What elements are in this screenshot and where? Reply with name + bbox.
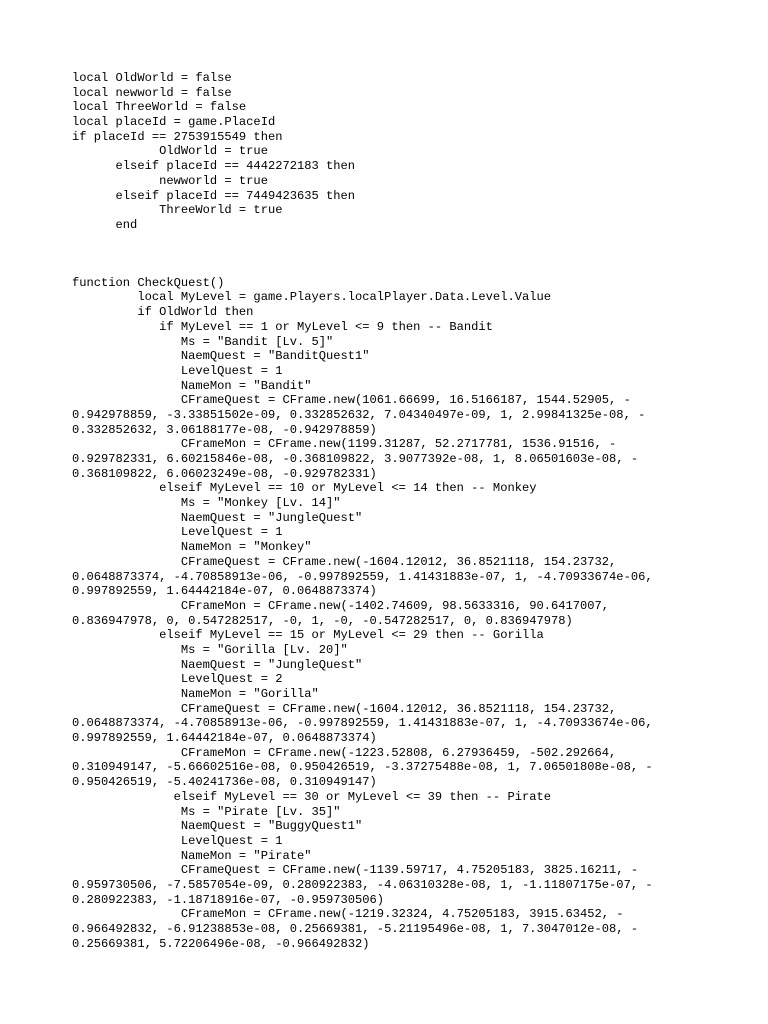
code-line: function CheckQuest() (72, 275, 225, 290)
code-line: 0.966492832, -6.91238853e-08, 0.25669381, -5.21195496e-08, 1, 7.3047012e-08, - (72, 922, 639, 936)
code-line: Ms = "Monkey [Lv. 14]" (72, 496, 341, 511)
code-line: NameMon = "Bandit" (72, 378, 312, 393)
code-line: elseif MyLevel == 10 or MyLevel <= 14 then -- Monkey (72, 481, 537, 496)
code-line: NameMon = "Gorilla" (72, 687, 319, 701)
code-line: local OldWorld = false (72, 71, 232, 85)
code-line: if OldWorld then (72, 305, 254, 320)
code-line: LevelQuest = 1 (72, 525, 283, 540)
code-line: CFrameMon = CFrame.new(-1402.74609, 98.5633316, 90.6417007, (72, 598, 610, 613)
code-line: if MyLevel == 1 or MyLevel <= 9 then -- Bandit (72, 319, 493, 334)
code-line: 0.310949147, -5.66602516e-08, 0.950426519, -3.37275488e-08, 1, 7.06501808e-08, - (72, 760, 653, 775)
code-line: local ThreeWorld = false (72, 100, 247, 115)
code-line: CFrameQuest = CFrame.new(1061.66699, 16.5166187, 1544.52905, - (72, 393, 631, 408)
code-line: if placeId == 2753915549 then (72, 129, 283, 144)
code-line: 0.0648873374, -4.70858913e-06, -0.997892559, 1.41431883e-07, 1, -4.70933674e-06, (72, 569, 653, 584)
code-line: elseif placeId == 4442272183 then (72, 159, 356, 174)
code-line: CFrameMon = CFrame.new(1199.31287, 52.2717781, 1536.91516, - (72, 437, 617, 452)
code-line: 0.332852632, 3.06188177e-08, -0.942978859) (72, 422, 377, 437)
code-line: NaemQuest = "JungleQuest" (72, 510, 363, 525)
code-line: CFrameQuest = CFrame.new(-1604.12012, 36.8521118, 154.23732, (72, 701, 617, 716)
code-line: newworld = true (72, 173, 268, 188)
code-line: NaemQuest = "BanditQuest1" (72, 349, 370, 364)
code-line: elseif placeId == 7449423635 then (72, 188, 356, 203)
code-line: NaemQuest = "JungleQuest" (72, 657, 363, 672)
code-line: 0.280922383, -1.18718916e-07, -0.959730506) (72, 892, 385, 907)
code-line: 0.942978859, -3.33851502e-09, 0.332852632, 7.04340497e-09, 1, 2.99841325e-08, - (72, 407, 646, 422)
code-line: CFrameMon = CFrame.new(-1219.32324, 4.75205183, 3915.63452, - (72, 907, 624, 922)
code-line: local MyLevel = game.Players.localPlayer.Data.Level.Value (72, 290, 551, 305)
code-line: end (72, 217, 138, 232)
code-line: 0.997892559, 1.64442184e-07, 0.0648873374) (72, 584, 377, 599)
code-line: 0.929782331, 6.60215846e-08, -0.368109822, 3.9077392e-08, 1, 8.06501603e-08, - (72, 452, 639, 466)
code-block (72, 71, 712, 951)
code-line: CFrameQuest = CFrame.new(-1139.59717, 4.75205183, 3825.16211, - (72, 863, 639, 878)
code-line: NameMon = "Monkey" (72, 540, 312, 555)
code-line: local newworld = false (72, 85, 232, 100)
code-line: CFrameQuest = CFrame.new(-1604.12012, 36.8521118, 154.23732, (72, 554, 617, 569)
code-line: LevelQuest = 1 (72, 833, 283, 848)
code-line: 0.368109822, 6.06023249e-08, -0.929782331) (72, 466, 377, 481)
code-line: 0.25669381, 5.72206496e-08, -0.966492832) (72, 936, 370, 951)
code-line: LevelQuest = 2 (72, 672, 283, 687)
code-line: CFrameMon = CFrame.new(-1223.52808, 6.27936459, -502.292664, (72, 745, 617, 760)
code-line: 0.0648873374, -4.70858913e-06, -0.997892559, 1.41431883e-07, 1, -4.70933674e-06, (72, 716, 653, 731)
blank-gap (72, 261, 712, 276)
code-line: elseif MyLevel == 30 or MyLevel <= 39 then -- Pirate (72, 789, 551, 804)
code-line: 0.836947978, 0, 0.547282517, -0, 1, -0, -0.547282517, 0, 0.836947978) (72, 613, 573, 628)
code-line: Ms = "Pirate [Lv. 35]" (72, 804, 341, 819)
code-line: LevelQuest = 1 (72, 363, 283, 378)
code-line: 0.997892559, 1.64442184e-07, 0.0648873374) (72, 731, 377, 746)
code-line: ThreeWorld = true (72, 203, 283, 218)
code-line: 0.950426519, -5.40241736e-08, 0.310949147) (72, 775, 377, 790)
code-line: local placeId = game.PlaceId (72, 115, 276, 130)
code-line: elseif MyLevel == 15 or MyLevel <= 29 then -- Gorilla (72, 628, 544, 643)
code-line: NameMon = "Pirate" (72, 848, 312, 863)
code-line: Ms = "Gorilla [Lv. 20]" (72, 642, 348, 657)
blank-gap (72, 233, 712, 262)
code-line: OldWorld = true (72, 144, 268, 159)
code-line: NaemQuest = "BuggyQuest1" (72, 819, 363, 834)
code-line: 0.959730506, -7.5857054e-09, 0.280922383, -4.06310328e-08, 1, -1.11807175e-07, - (72, 877, 653, 892)
code-line: Ms = "Bandit [Lv. 5]" (72, 334, 334, 349)
